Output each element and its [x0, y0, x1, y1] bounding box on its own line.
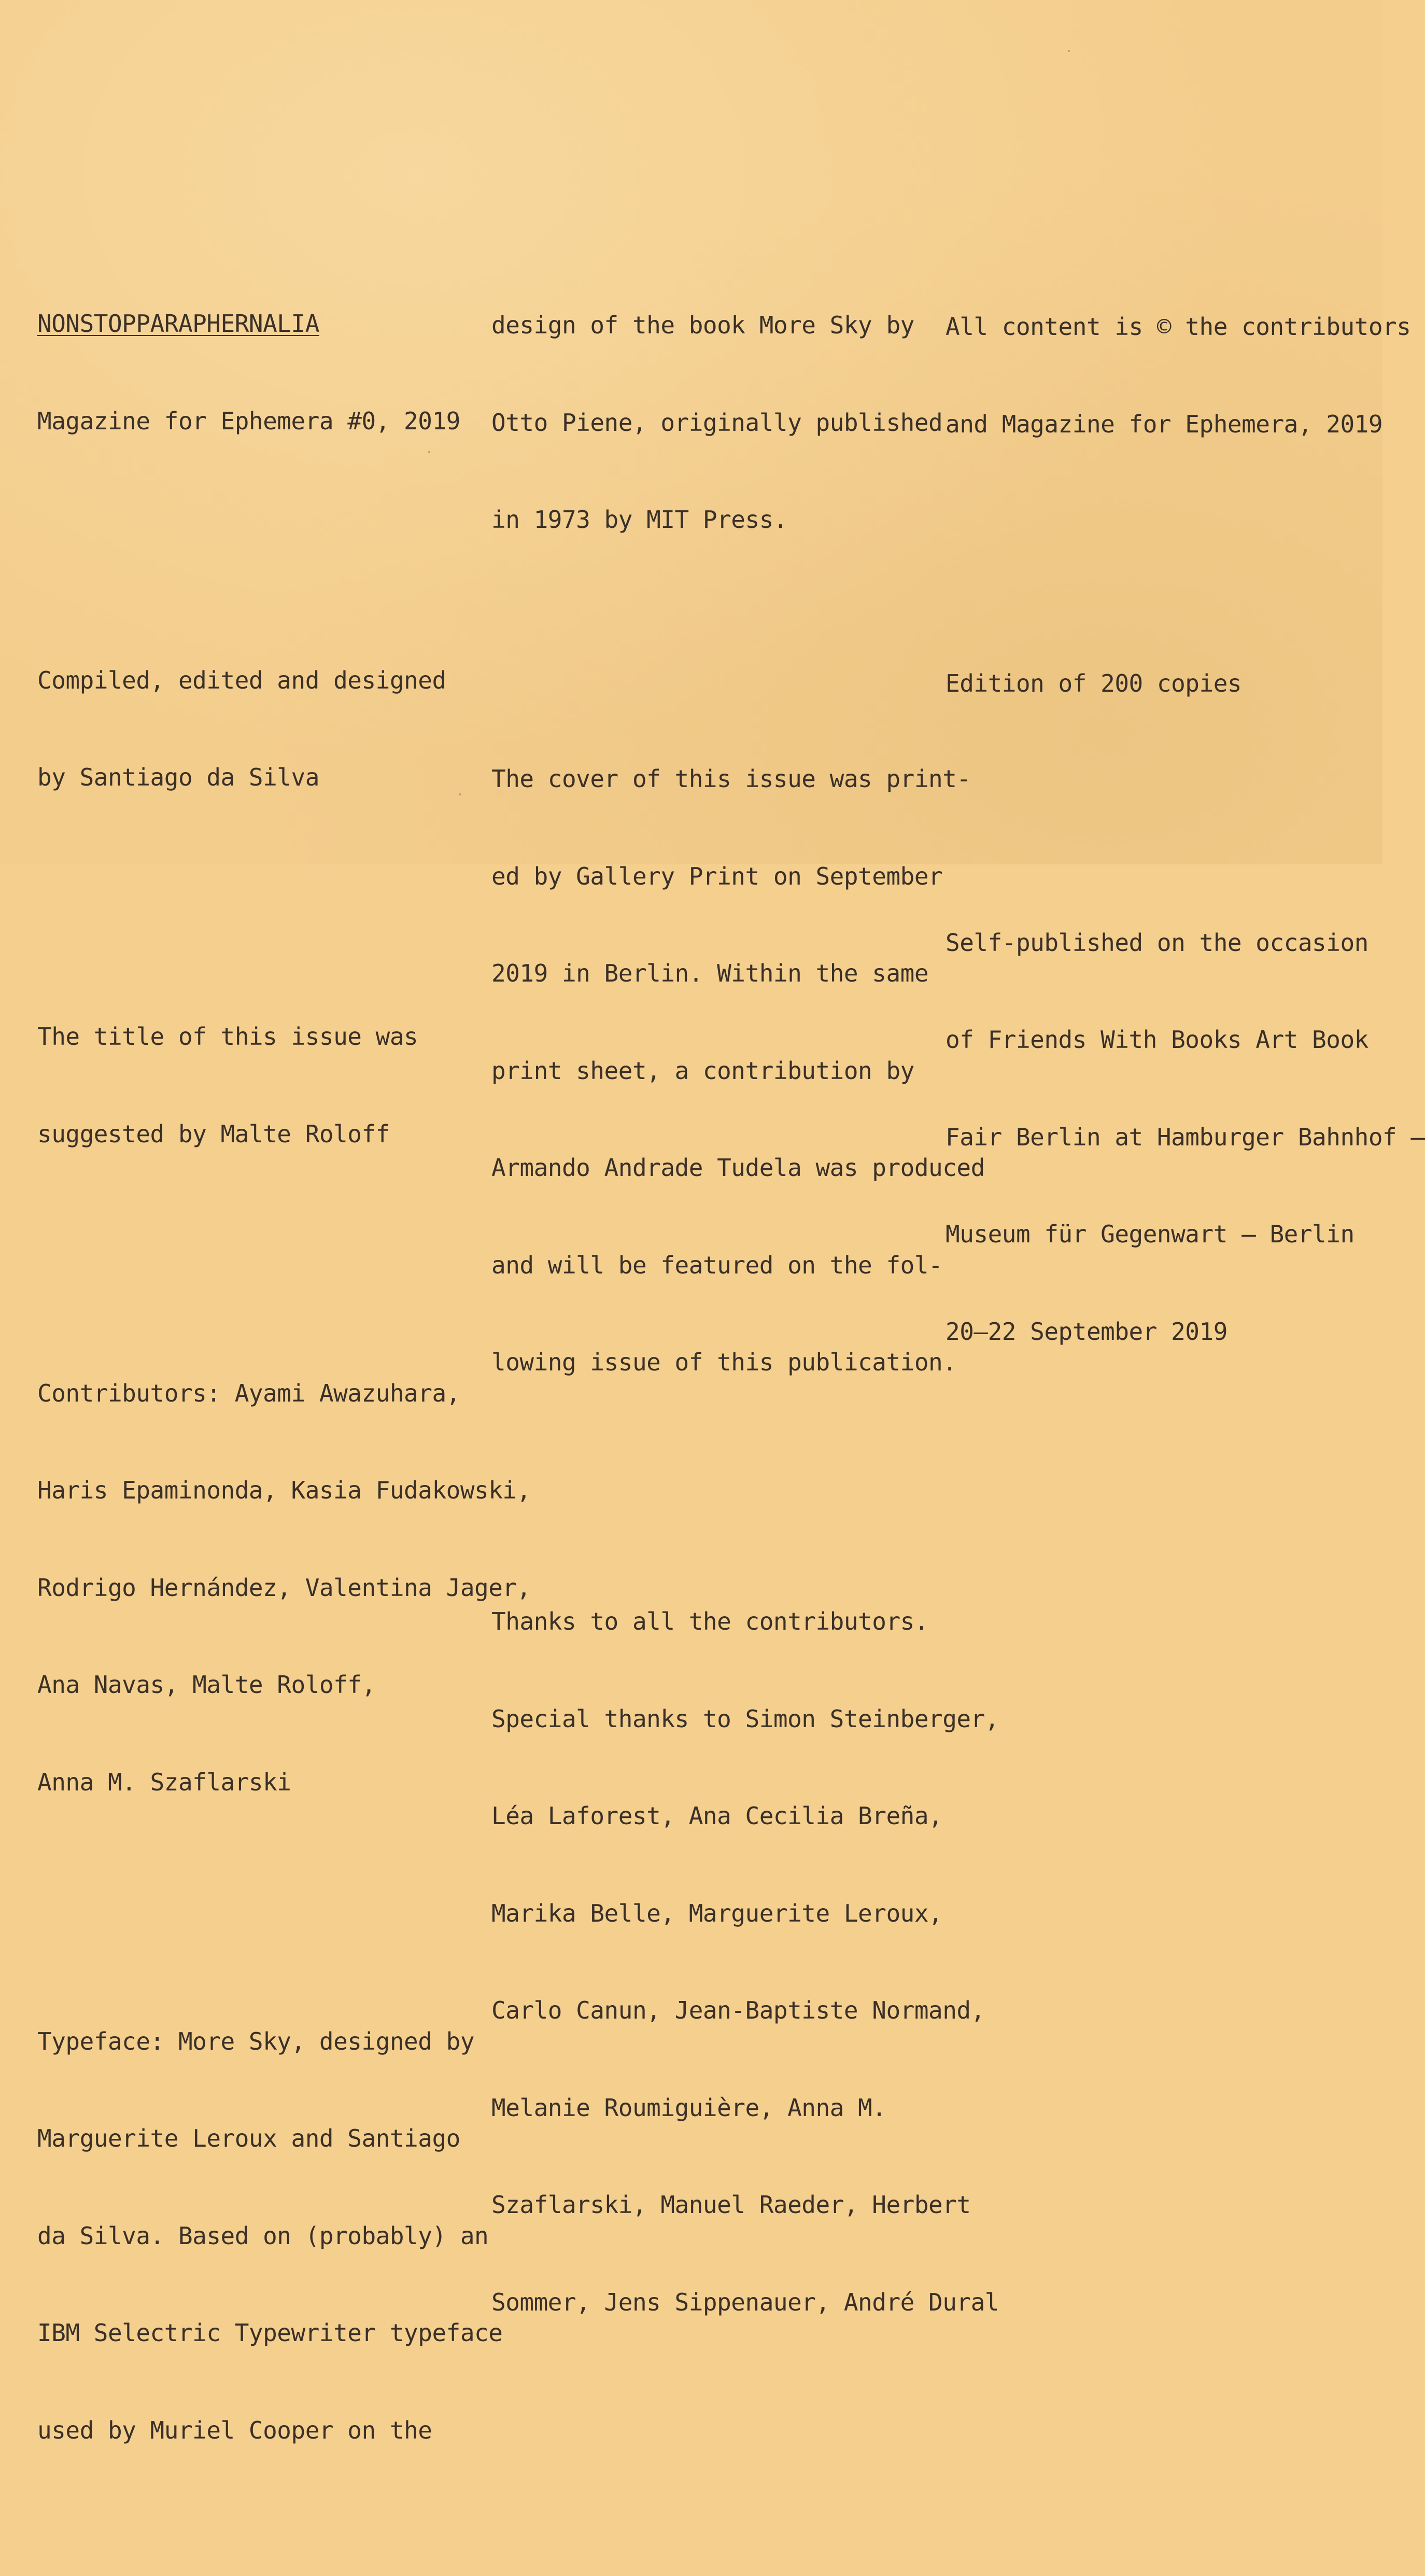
text-line: print sheet, a contribution by	[491, 1056, 914, 1085]
text-line: Typeface: More Sky, designed by	[37, 2027, 475, 2055]
text-line: Léa Laforest, Ana Cecilia Breña,	[491, 1802, 943, 1830]
contributors-paragraph	[37, 1312, 531, 1864]
text-line: and Magazine for Ephemera, 2019	[946, 410, 1383, 438]
text-line: IBM Selectric Typewriter typeface	[37, 2319, 503, 2347]
colophon-column-1	[37, 178, 531, 2576]
text-line: lowing issue of this publication.	[491, 1348, 957, 1376]
text-line: ed by Gallery Print on September	[491, 862, 943, 890]
text-line: All content is © the contributors	[946, 313, 1411, 341]
paper-speck	[1068, 50, 1070, 52]
text-line: and will be featured on the fol-	[491, 1251, 943, 1279]
text-line: Carlo Canun, Jean-Baptiste Normand,	[491, 1996, 985, 2024]
cover-paragraph	[491, 698, 999, 1444]
text-line: Armando Andrade Tudela was produced	[491, 1154, 985, 1182]
magazine-subtitle: Magazine for Ephemera #0, 2019	[37, 407, 460, 435]
text-line: in 1973 by MIT Press.	[491, 506, 788, 534]
colophon-column-3	[946, 181, 1425, 1477]
thanks-paragraph	[491, 1541, 999, 2383]
text-line: Fair Berlin at Hamburger Bahnhof –	[946, 1123, 1425, 1151]
text-line: Rodrigo Hernández, Valentina Jager,	[37, 1573, 531, 1602]
text-line: Haris Epaminonda, Kasia Fudakowski,	[37, 1476, 531, 1504]
text-line: by Santiago da Silva	[37, 763, 319, 791]
text-line: Szaflarski, Manuel Raeder, Herbert	[491, 2191, 971, 2219]
title-block	[37, 243, 531, 502]
text-line: da Silva. Based on (probably) an	[37, 2221, 489, 2250]
text-line: of Friends With Books Art Book	[946, 1026, 1368, 1054]
text-line: Melanie Roumiguière, Anna M.	[491, 2093, 886, 2122]
text-line: design of the book More Sky by	[491, 311, 914, 339]
text-line: Compiled, edited and designed	[37, 666, 446, 694]
typeface-continued-paragraph	[491, 244, 999, 601]
text-line: Special thanks to Simon Steinberger,	[491, 1704, 999, 1733]
text-line: Sommer, Jens Sippenauer, André Dural	[491, 2288, 999, 2316]
publication-paragraph	[946, 862, 1425, 1413]
text-line: suggested by Malte Roloff	[37, 1119, 390, 1148]
edition-paragraph	[946, 603, 1425, 765]
credits-paragraph	[37, 599, 531, 859]
text-line: Edition of 200 copies	[946, 669, 1242, 697]
title-note-paragraph	[37, 956, 531, 1215]
colophon-column-2	[491, 179, 999, 2448]
copyright-paragraph	[946, 246, 1425, 505]
text-line: Anna M. Szaflarski	[37, 1768, 291, 1796]
text-line: Marika Belle, Marguerite Leroux,	[491, 1899, 943, 1927]
text-line: Thanks to all the contributors.	[491, 1607, 929, 1635]
text-line: Self-published on the occasion	[946, 928, 1368, 957]
masthead-title: NONSTOPPARAPHERNALIA	[37, 310, 319, 338]
text-line: 2019 in Berlin. Within the same	[491, 959, 929, 987]
text-line: Contributors: Ayami Awazuhara,	[37, 1379, 460, 1407]
text-line: Marguerite Leroux and Santiago	[37, 2124, 460, 2152]
text-line: Ana Navas, Malte Roloff,	[37, 1671, 376, 1699]
text-line: Otto Piene, originally published	[491, 408, 943, 437]
text-line: The title of this issue was	[37, 1023, 418, 1051]
typeface-paragraph	[37, 1961, 531, 2512]
text-line: used by Muriel Cooper on the	[37, 2416, 432, 2444]
text-line: The cover of this issue was print-	[491, 765, 971, 793]
text-line: 20–22 September 2019	[946, 1317, 1228, 1346]
text-line: Museum für Gegenwart – Berlin	[946, 1220, 1355, 1248]
